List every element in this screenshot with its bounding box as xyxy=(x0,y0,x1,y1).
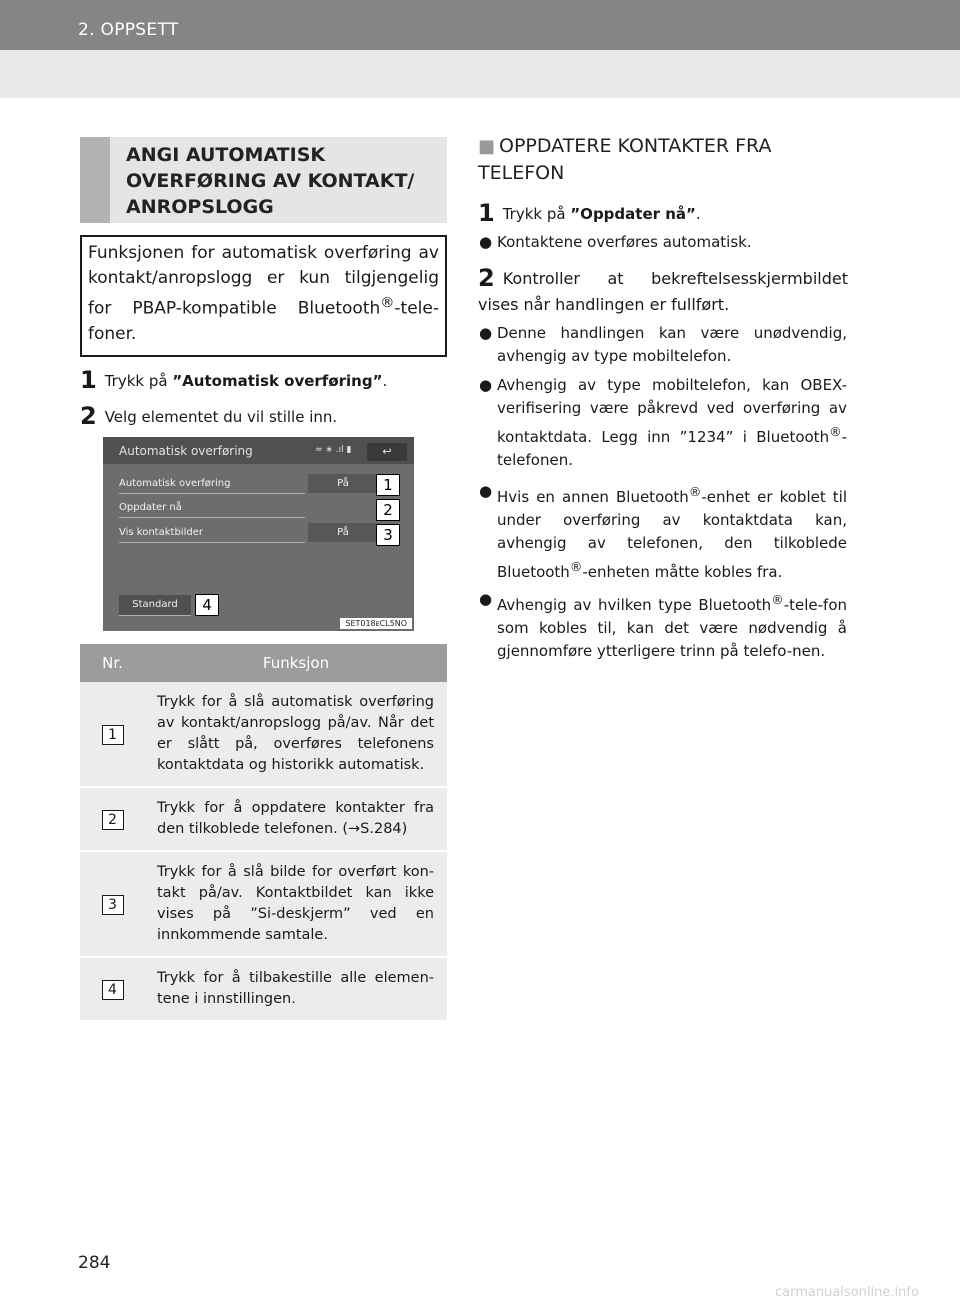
screen-title: Automatisk overføring xyxy=(119,444,253,458)
row-description: Trykk for å oppdatere kontakter fra den tilkoblede telefonen. (→S.284) xyxy=(145,787,447,851)
square-bullet-icon: ■ xyxy=(478,136,496,157)
section-title-bar xyxy=(80,137,110,223)
table-header-row xyxy=(80,644,447,682)
bullet-2: ● Denne handlingen kan være unødvendig, avhengig av type mobiltelefon. xyxy=(479,324,847,365)
bullet-5: ● Avhengig av hvilken type Bluetooth®-tele-fon som kobles til, kan det være nødvendig å gjennomføre ytterligere trinn på telefo-nen. xyxy=(479,590,847,660)
callout-4: 4 xyxy=(195,594,219,616)
screenshot-figure xyxy=(103,437,414,631)
row-description: Trykk for å tilbakestille alle elemen-tene i innstillingen. xyxy=(145,957,447,1021)
row-number: 1 xyxy=(102,725,124,745)
bullet-dot-icon: ● xyxy=(479,482,493,500)
left-step-2: 2 Velg elementet du vil stille inn. xyxy=(80,402,338,430)
screen-row-contact-images[interactable]: Vis kontaktbilder xyxy=(119,523,305,543)
right-step-2: 2 Kontroller at bekreftelsesskjermbildet vises når handlingen er fullført. xyxy=(478,264,848,314)
section-title: ANGI AUTOMATISK OVERFØRING AV KONTAKT/ ANROPSLOGG xyxy=(126,144,415,218)
function-table xyxy=(80,644,447,1022)
header-bar xyxy=(0,0,960,50)
table-row xyxy=(80,682,447,787)
bullet-dot-icon: ● xyxy=(479,324,493,342)
chapter-title: 2. OPPSETT xyxy=(78,20,179,40)
note-text: Funksjonen for automatisk overføring av kontakt/anropslogg er kun tilgjengelig for PBAP-kompatible Bluetooth®-tele-foner. xyxy=(88,243,439,344)
figure-code: SET018ᴇCL5NO xyxy=(340,618,412,629)
screen-standard-button[interactable]: Standard xyxy=(119,595,191,616)
left-step-1: 1 Trykk på ”Automatisk overføring”. xyxy=(80,366,388,394)
section-title-box xyxy=(80,137,447,223)
screen-row-auto-transfer[interactable]: Automatisk overføring xyxy=(119,474,305,494)
bullet-3: ● Avhengig av type mobiltelefon, kan OBEX-verifisering være påkrevd ved overføring av kontaktdata. Legg inn ”1234” i Bluetooth®-telefonen. xyxy=(479,376,847,469)
table-row xyxy=(80,851,447,957)
screen-value-auto-transfer[interactable]: På xyxy=(308,474,378,493)
callout-1: 1 xyxy=(376,474,400,496)
bullet-dot-icon: ● xyxy=(479,590,493,608)
bullet-dot-icon: ● xyxy=(479,376,493,394)
bullet-1: ● Kontaktene overføres automatisk. xyxy=(479,231,847,254)
row-number: 2 xyxy=(102,810,124,830)
row-number: 3 xyxy=(102,895,124,915)
bullet-4: ● Hvis en annen Bluetooth®-enhet er koblet til under overføring av kontaktdata kan, avhengig av telefonen, den tilkoblede Bluetooth®-enheten måtte kobles fra. xyxy=(479,482,847,581)
back-icon[interactable]: ↩ xyxy=(367,443,407,461)
screen-row-update-now[interactable]: Oppdater nå xyxy=(119,498,305,518)
row-description: Trykk for å slå bilde for overført kon-takt på/av. Kontaktbildet kan ikke vises på ”Si-deskjerm” ved en innkommende samtale. xyxy=(145,851,447,957)
callout-2: 2 xyxy=(376,499,400,521)
right-section-heading: ■ OPPDATERE KONTAKTER FRA TELEFON xyxy=(478,135,772,184)
screen-value-contact-images[interactable]: På xyxy=(308,523,378,542)
row-description: Trykk for å slå automatisk overføring av kontakt/anropslogg på/av. Når det er slått på, overføres telefonens kontaktdata og historikk automatisk. xyxy=(145,682,447,787)
table-header-nr: Nr. xyxy=(80,644,145,682)
page-number: 284 xyxy=(78,1253,111,1273)
note-box xyxy=(80,235,447,357)
header-band xyxy=(0,50,960,98)
table-header-function: Funksjon xyxy=(145,644,447,682)
right-step-1: 1 Trykk på ”Oppdater nå”. xyxy=(478,199,701,227)
row-number: 4 xyxy=(102,980,124,1000)
table-row xyxy=(80,787,447,851)
status-icons: ≈ ∗ .ıl ▮ xyxy=(315,445,352,455)
callout-3: 3 xyxy=(376,524,400,546)
table-row xyxy=(80,957,447,1021)
bullet-dot-icon: ● xyxy=(479,233,493,251)
watermark: carmanualsonline.info xyxy=(775,1285,919,1300)
